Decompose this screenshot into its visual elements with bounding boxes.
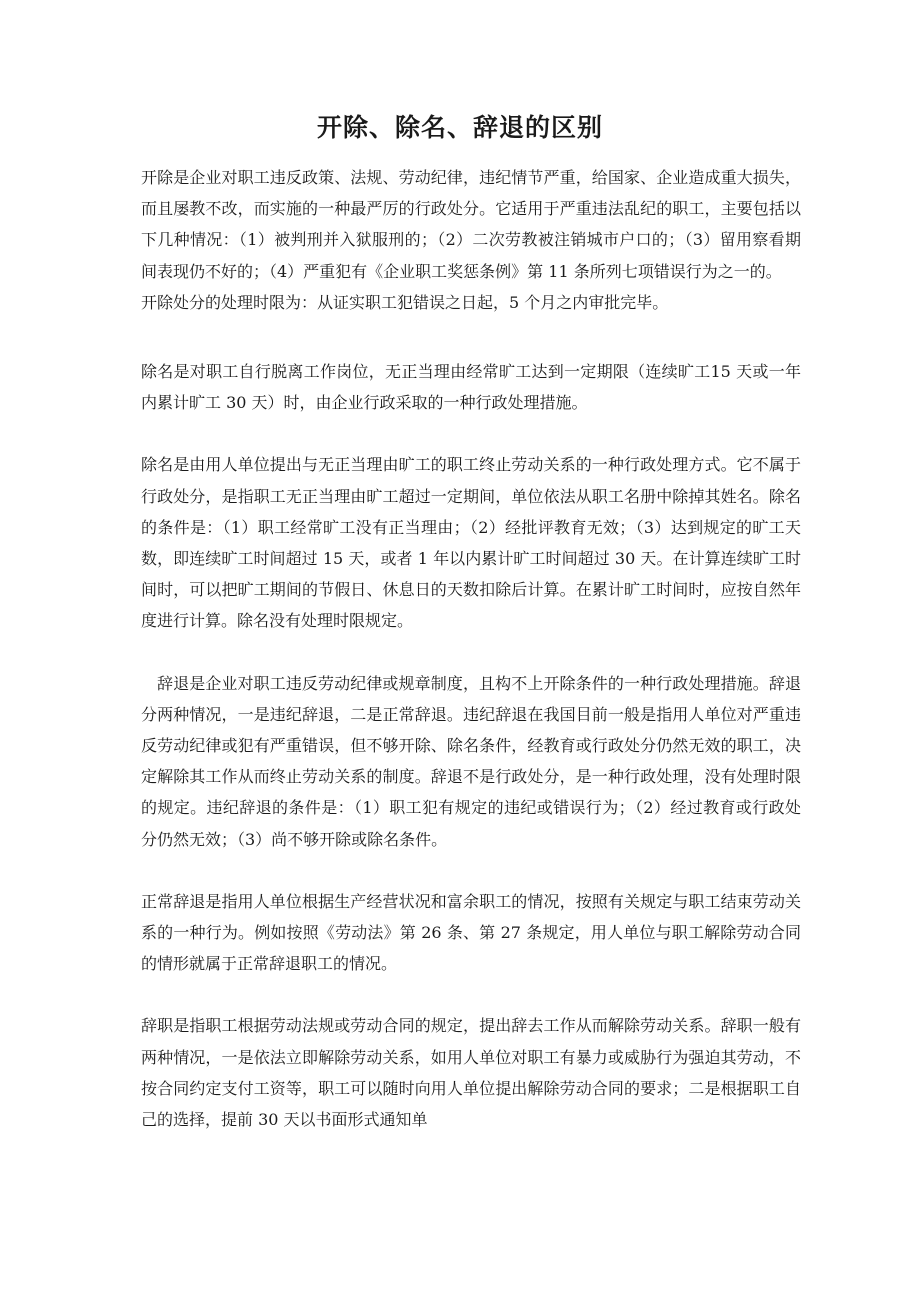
paragraph-spacer — [141, 418, 801, 449]
paragraph-expulsion: 开除是企业对职工违反政策、法规、劳动纪律，违纪情节严重，给国家、企业造成重大损失，而且屡教不改，而实施的一种最严厉的行政处分。它适用于严重违法乱纪的职工，主要包括以下几种情况：（1）被判刑并入狱服刑的；（2）二次劳教被注销城市户口的；（3）留用察看期间表现仍不好的；（4）严重犯有《企业职工奖惩条例》第 11 条所列七项错误行为之一的。 — [141, 168, 801, 281]
paragraph-spacer — [141, 637, 801, 668]
paragraph-expulsion-time-limit: 开除处分的处理时限为：从证实职工犯错误之日起，5 个月之内审批完毕。 — [141, 292, 669, 312]
paragraph-spacer — [141, 979, 801, 1010]
paragraph-removal-definition: 除名是对职工自行脱离工作岗位，无正当理由经常旷工达到一定期限（连续旷工15 天或一年内累计旷工 30 天）时，由企业行政采取的一种行政处理措施。 — [141, 362, 801, 413]
paragraph-resignation: 辞职是指职工根据劳动法规或劳动合同的规定，提出辞去工作从而解除劳动关系。辞职一般有两种情况，一是依法立即解除劳动关系，如用人单位对职工有暴力或威胁行为强迫其劳动，不按合同约定支付工资等，职工可以随时向用人单位提出解除劳动合同的要求；二是根据职工自己的选择，提前 30 天以书面形式通知单 — [141, 1016, 801, 1130]
paragraph-spacer — [141, 318, 801, 356]
paragraph-normal-dismissal: 正常辞退是指用人单位根据生产经营状况和富余职工的情况，按照有关规定与职工结束劳动关系的一种行为。例如按照《劳动法》第 26 条、第 27 条规定，用人单位与职工解除劳动合同的情形就属于正常辞退职工的情况。 — [141, 891, 801, 974]
document-title: 开除、除名、辞退的区别 — [316, 113, 603, 142]
paragraph-removal-conditions: 除名是由用人单位提出与无正当理由旷工的职工终止劳动关系的一种行政处理方式。它不属于行政处分，是指职工无正当理由旷工超过一定期间，单位依法从职工名册中除掉其姓名。除名的条件是：（1）职工经常旷工没有正当理由；（2）经批评教育无效；（3）达到规定的旷工天数，即连续旷工时间超过 15 天，或者 1 年以内累计旷工时间超过 30 天。在计算连续旷工时间时，可以把旷工期间的节假日、休息日的天数扣除后计算。在累计旷工时间时，应按自然年度进行计算。除名没有处理时限规定。 — [141, 455, 801, 631]
paragraph-dismissal: 辞退是企业对职工违反劳动纪律或规章制度，且构不上开除条件的一种行政处理措施。辞退分两种情况，一是违纪辞退，二是正常辞退。违纪辞退在我国目前一般是指用人单位对严重违反劳动纪律或犯有严重错误，但不够开除、除名条件，经教育或行政处分仍然无效的职工，决定解除其工作从而终止劳动关系的制度。辞退不是行政处分，是一种行政处理，没有处理时限的规定。违纪辞退的条件是：（1）职工犯有规定的违纪或错误行为；（2）经过教育或行政处分仍然无效；（3）尚不够开除或除名条件。 — [141, 673, 801, 849]
paragraph-spacer — [141, 855, 801, 886]
document-body — [141, 162, 801, 1135]
